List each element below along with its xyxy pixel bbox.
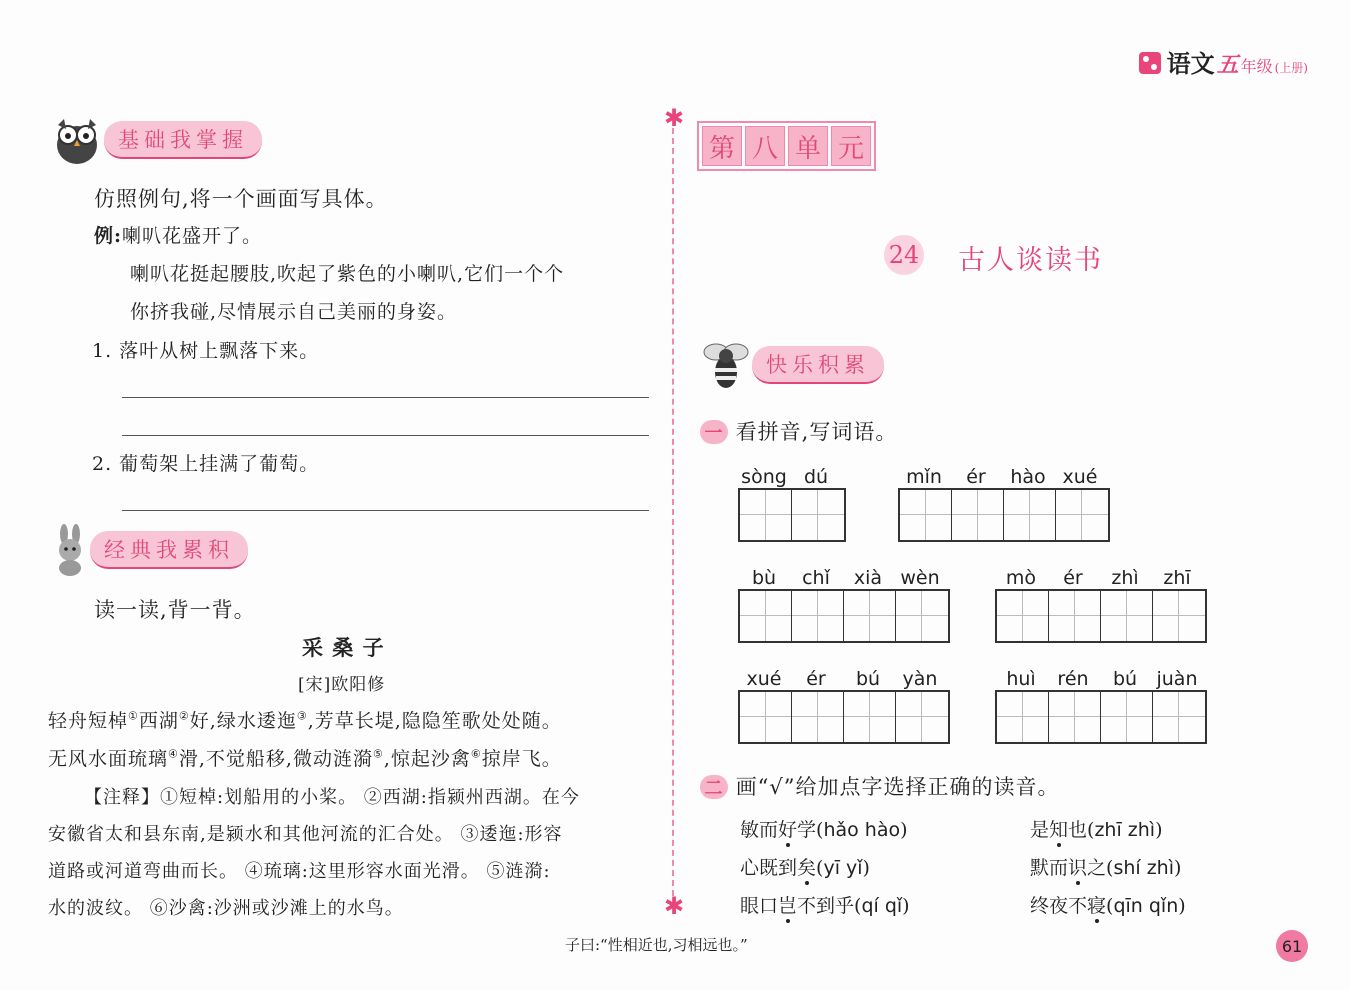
note-ref: ①	[128, 709, 139, 723]
dotted-char: 知	[1049, 819, 1069, 841]
writing-cell[interactable]	[896, 591, 948, 641]
choice-item[interactable]	[740, 891, 910, 918]
question-number: 一	[700, 420, 728, 444]
pinyin: juàn	[1156, 668, 1198, 690]
section-happy	[700, 338, 884, 392]
writing-cell[interactable]	[1153, 692, 1205, 742]
pinyin: ér	[1063, 567, 1083, 589]
question-text: 画“√”给加点字选择正确的读音。	[735, 775, 1060, 799]
pinyin: xià	[853, 567, 883, 589]
poem-line-2	[48, 744, 562, 771]
choice-options[interactable]: yī yǐ	[823, 857, 863, 879]
bee-icon	[700, 338, 752, 392]
pinyin: huì	[1006, 668, 1036, 690]
pinyin: hào	[1010, 466, 1046, 488]
writing-cell[interactable]	[952, 490, 1004, 540]
choice-text: )	[900, 819, 908, 841]
writing-cell[interactable]	[1153, 591, 1205, 641]
footer-quote: 子曰:“性相近也,习相远也。”	[565, 936, 748, 954]
writing-cell[interactable]	[792, 490, 844, 540]
answer-line-2[interactable]	[122, 435, 649, 436]
poem-text: 无风水面琉璃	[48, 748, 169, 770]
pinyin: ér	[806, 668, 826, 690]
note-ref: ⑥	[470, 747, 482, 761]
example-sentence: 喇叭花盛开了。	[122, 225, 263, 247]
pinyin: bú	[1112, 668, 1138, 690]
choice-text: )	[902, 895, 910, 917]
volume-label: (上册)	[1274, 61, 1308, 75]
poem-line-1	[48, 706, 562, 733]
choice-text: (	[1106, 895, 1114, 917]
question-2	[700, 771, 1060, 801]
poem-text: 掠岸飞。	[481, 748, 562, 770]
choice-text: )	[1178, 895, 1186, 917]
poem-text: 西湖	[138, 710, 179, 732]
note-line-1: 【注释】①短棹:划船用的小桨。 ②西湖:指颍州西湖。在今	[84, 787, 580, 808]
pinyin: chǐ	[802, 567, 830, 589]
poem-text: 好,绿水逶迤	[189, 710, 297, 732]
choice-item[interactable]	[740, 815, 908, 842]
unit-char: 第	[702, 126, 742, 166]
writing-cell[interactable]	[997, 591, 1049, 641]
brand-logo	[1139, 44, 1308, 79]
choice-text: )	[862, 857, 870, 879]
exercise-item-1: 1. 落叶从树上飘落下来。	[92, 340, 320, 362]
dotted-char: 识	[1068, 857, 1088, 879]
choice-item[interactable]	[1030, 815, 1163, 842]
note-ref: ④	[168, 747, 179, 761]
pinyin: ér	[966, 466, 986, 488]
section-classic	[50, 524, 248, 576]
pinyin: sòng	[741, 466, 787, 488]
choice-text: 终夜不	[1030, 895, 1088, 917]
example-expanded-2: 你挤我碰,尽情展示自己美丽的身姿。	[130, 301, 458, 323]
choice-text: (	[816, 857, 824, 879]
dotted-char: 好	[778, 819, 798, 841]
writing-cell[interactable]	[896, 692, 948, 742]
star-icon: ✱	[664, 892, 685, 920]
writing-cell[interactable]	[844, 591, 896, 641]
lesson-number: 24	[884, 235, 924, 275]
writing-cell[interactable]	[740, 490, 792, 540]
choice-options[interactable]: shí zhì	[1113, 857, 1175, 879]
choice-item[interactable]	[740, 853, 870, 880]
section-basic	[50, 115, 262, 165]
exercise-item-2: 2. 葡萄架上挂满了葡萄。	[92, 453, 320, 475]
pinyin: yàn	[902, 668, 938, 690]
writing-cell[interactable]	[1056, 490, 1108, 540]
writing-cell[interactable]	[740, 692, 792, 742]
pinyin: xué	[1062, 466, 1098, 488]
instruction-2: 读一读,背一背。	[94, 598, 256, 622]
choice-text: 之(	[1087, 857, 1114, 879]
unit-char: 单	[788, 126, 828, 166]
choice-text: 敏而	[740, 819, 779, 841]
pinyin: wèn	[900, 567, 940, 589]
choice-text: 学(	[797, 819, 824, 841]
pinyin: dú	[803, 466, 829, 488]
grade-number: 五	[1216, 52, 1239, 78]
writing-cell[interactable]	[900, 490, 952, 540]
choice-item[interactable]	[1030, 891, 1186, 918]
choice-options[interactable]: zhī zhì	[1094, 819, 1156, 841]
question-1	[700, 416, 897, 446]
writing-cell[interactable]	[1049, 692, 1101, 742]
answer-line-3[interactable]	[122, 510, 649, 511]
unit-char: 元	[831, 126, 871, 166]
note-ref: ③	[296, 709, 308, 723]
instruction-1: 仿照例句,将一个画面写具体。	[94, 187, 388, 211]
example-expanded-1: 喇叭花挺起腰肢,吹起了紫色的小喇叭,它们一个个	[130, 263, 565, 285]
note-line-3: 道路或河道弯曲而长。 ④琉璃:这里形容水面光滑。 ⑤涟漪:	[48, 861, 551, 882]
poem-text: ,芳草长堤,隐隐笙歌处处随。	[307, 710, 562, 732]
choice-text: )	[1174, 857, 1182, 879]
pinyin: zhì	[1111, 567, 1139, 589]
pinyin: bù	[751, 567, 777, 589]
choice-text: 心既到	[740, 857, 798, 879]
pinyin: bú	[855, 668, 881, 690]
dotted-char: 岂	[778, 895, 798, 917]
note-ref: ②	[178, 709, 190, 723]
note-ref: ⑤	[372, 747, 384, 761]
page-number: 61	[1276, 930, 1308, 962]
writing-cell[interactable]	[1101, 591, 1153, 641]
dice-icon	[1139, 52, 1161, 74]
note-line-4: 水的波纹。 ⑥沙禽:沙洲或沙滩上的水鸟。	[48, 898, 404, 919]
choice-options[interactable]: hǎo hào	[823, 819, 901, 841]
writing-cell[interactable]	[844, 692, 896, 742]
owl-icon	[50, 115, 104, 165]
question-number: 二	[700, 775, 728, 799]
subject-label: 语文	[1166, 50, 1215, 78]
pinyin-group	[738, 668, 950, 744]
note-line-2: 安徽省太和县东南,是颍水和其他河流的汇合处。 ③逶迤:形容	[48, 824, 563, 845]
section-classic-title: 经典我累积	[90, 531, 248, 569]
page-divider	[672, 128, 674, 896]
unit-char: 八	[745, 126, 785, 166]
choice-text: 默而	[1030, 857, 1069, 879]
writing-cell[interactable]	[792, 692, 844, 742]
pinyin: mǐn	[906, 466, 942, 488]
pinyin-group	[898, 466, 1110, 542]
choice-text: 不到乎(	[797, 895, 862, 917]
pinyin-group	[995, 668, 1207, 744]
section-happy-title: 快乐积累	[752, 346, 884, 384]
example-line	[94, 221, 262, 248]
writing-cell[interactable]	[740, 591, 792, 641]
star-icon: ✱	[664, 104, 685, 132]
pinyin: rén	[1057, 668, 1089, 690]
writing-cell[interactable]	[1004, 490, 1056, 540]
unit-title	[697, 121, 876, 171]
pinyin: mò	[1005, 567, 1037, 589]
poem-author: [宋]欧阳修	[298, 675, 386, 695]
choice-item[interactable]	[1030, 853, 1181, 880]
pinyin: zhī	[1163, 567, 1191, 589]
poem-text: 轻舟短棹	[48, 710, 129, 732]
choice-text: 眼口	[740, 895, 779, 917]
writing-cell[interactable]	[997, 692, 1049, 742]
choice-text: 也(	[1068, 819, 1095, 841]
rabbit-icon	[50, 524, 90, 576]
pinyin-group	[995, 567, 1207, 643]
choice-text: )	[1155, 819, 1163, 841]
pinyin-group	[738, 466, 846, 542]
lesson-title: 古人谈读书	[958, 245, 1103, 276]
example-label: 例:	[94, 225, 123, 247]
choice-options[interactable]: qīn qǐn	[1113, 895, 1179, 917]
pinyin: xué	[746, 668, 782, 690]
dotted-char: 矣	[797, 857, 817, 879]
answer-line-1[interactable]	[122, 397, 649, 398]
writing-cell[interactable]	[1049, 591, 1101, 641]
pinyin-group	[738, 567, 950, 643]
grade-label: 年级	[1240, 57, 1273, 76]
section-basic-title: 基础我掌握	[104, 121, 262, 159]
choice-text: 是	[1030, 819, 1050, 841]
choice-options[interactable]: qí qǐ	[861, 895, 903, 917]
dotted-char: 寝	[1087, 895, 1107, 917]
writing-cell[interactable]	[1101, 692, 1153, 742]
writing-cell[interactable]	[792, 591, 844, 641]
poem-text: ,惊起沙禽	[383, 748, 471, 770]
poem-text: 滑,不觉船移,微动涟漪	[178, 748, 373, 770]
question-text: 看拼音,写词语。	[735, 420, 898, 444]
poem-title: 采 桑 子	[302, 635, 385, 660]
